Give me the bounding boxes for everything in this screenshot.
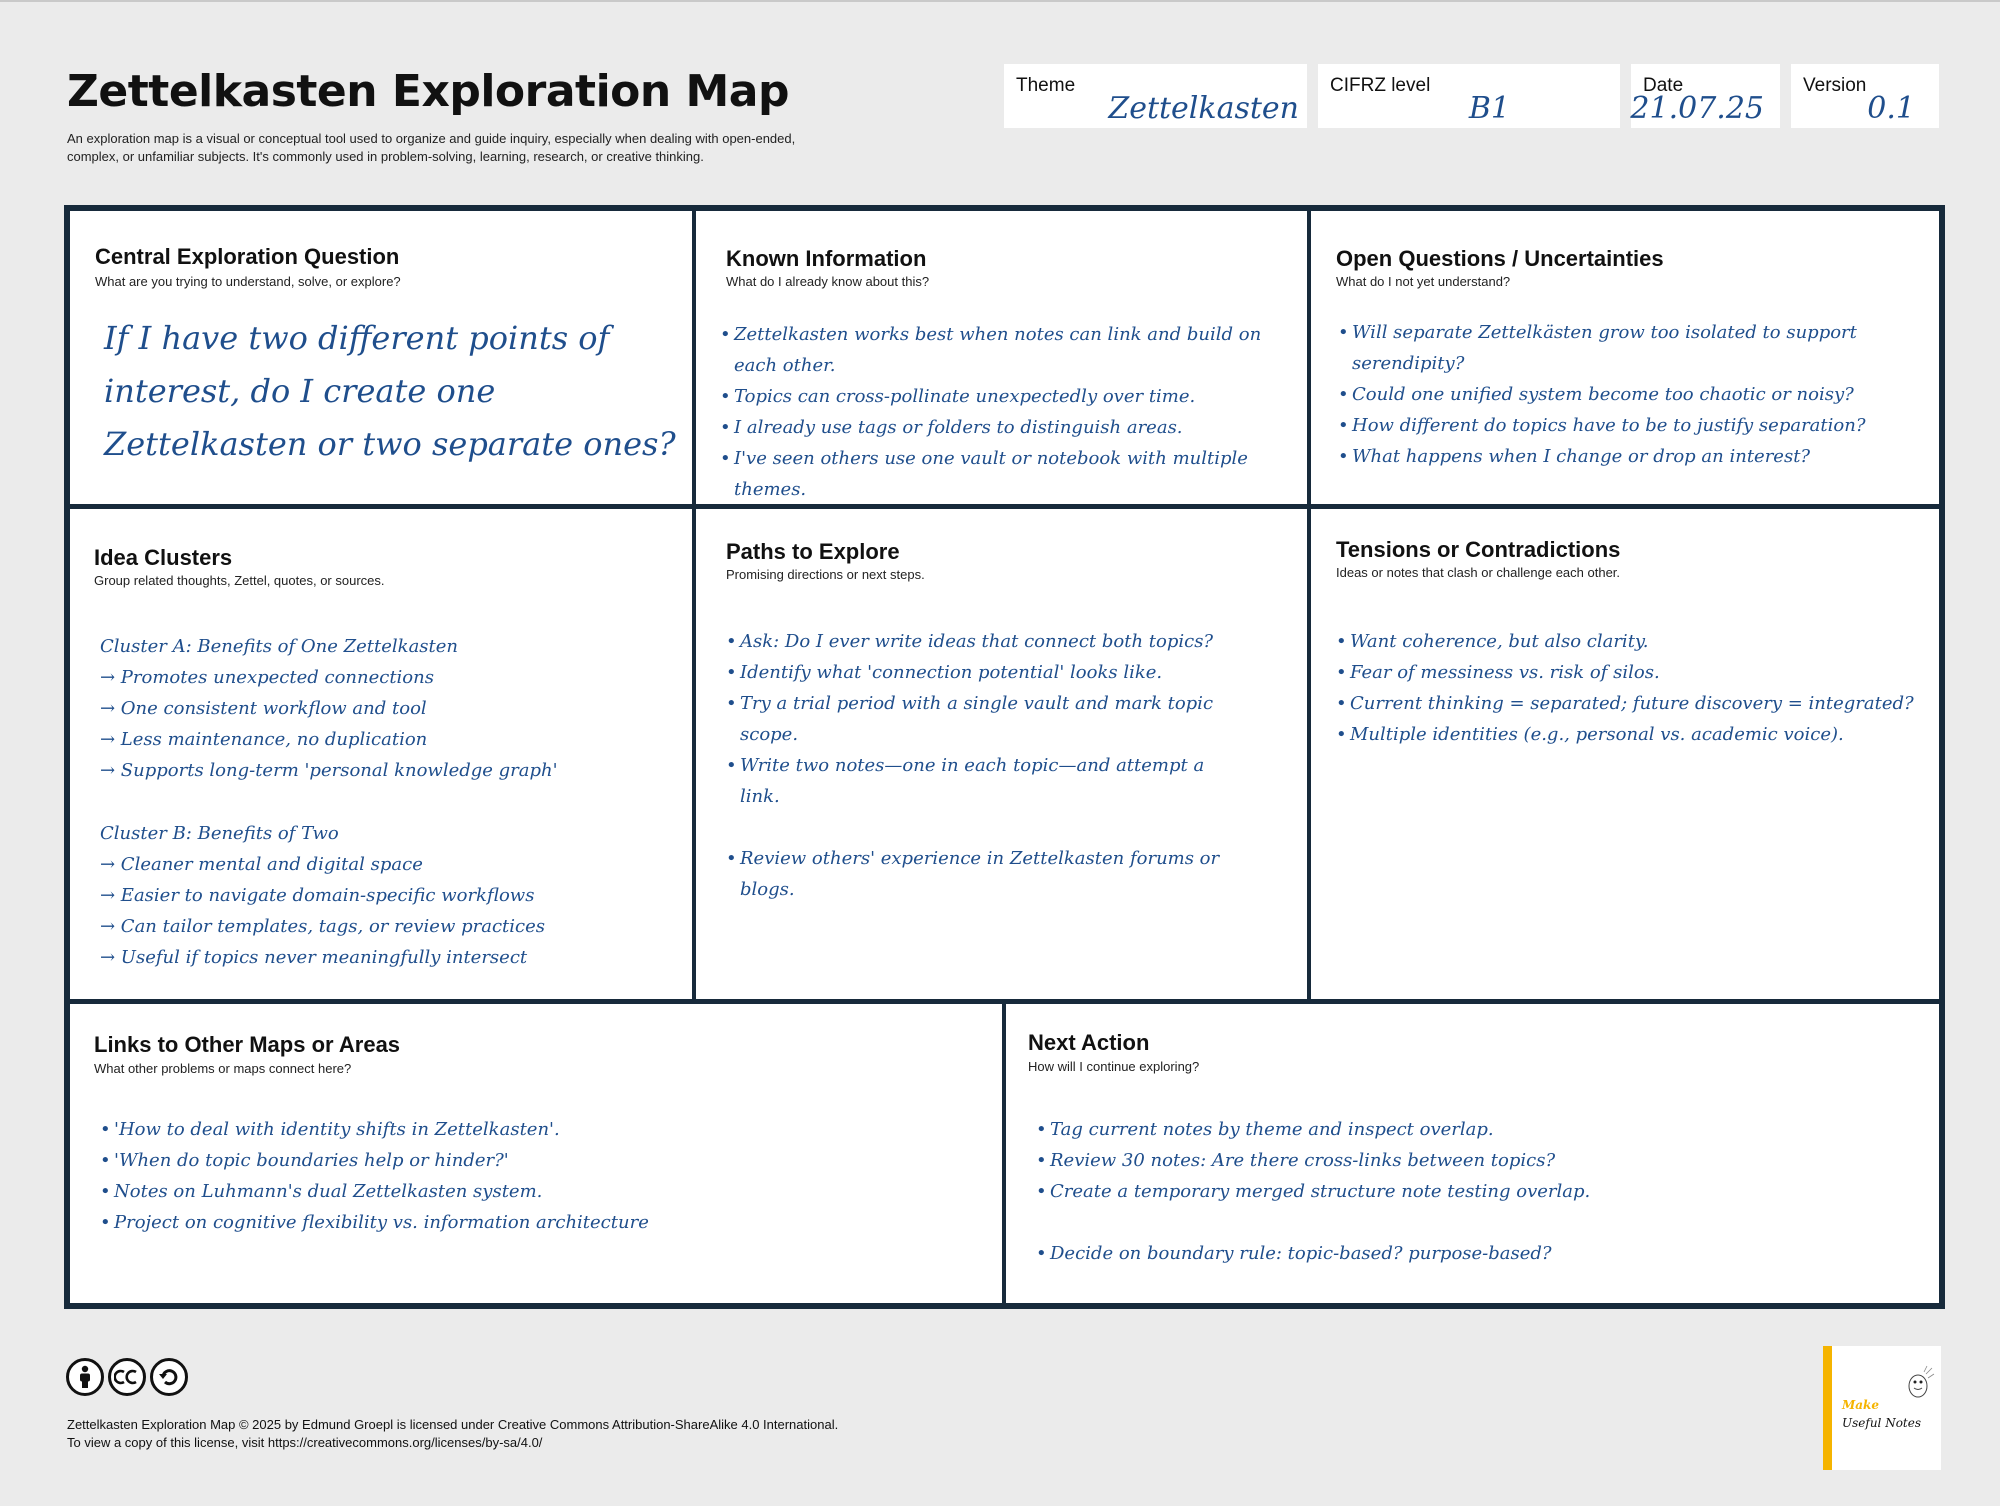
list-item: • How different do topics have to be to justify separation? <box>1338 415 1866 436</box>
license-line-2: To view a copy of this license, visit https://creativecommons.org/licenses/by-sa/4.0/ <box>67 1435 543 1450</box>
cluster-a <box>100 631 680 786</box>
list-item: • What happens when I change or drop an interest? <box>1338 446 1811 467</box>
logo-useful-notes-text: Useful Notes <box>1842 1416 1922 1430</box>
paths-to-explore-subtitle: Promising directions or next steps. <box>726 567 925 582</box>
known-information-list <box>720 319 1275 504</box>
paths-to-explore-cell[interactable] <box>696 509 1307 999</box>
attribution-icon-glyph <box>75 1365 95 1389</box>
share-alike-icon <box>150 1358 188 1396</box>
list-item: → Useful if topics never meaningfully intersect <box>100 947 528 968</box>
list-item: → Less maintenance, no duplication <box>100 729 428 750</box>
next-action-list <box>1036 1114 1916 1269</box>
page-intro: An exploration map is a visual or conceptual tool used to organize and guide inquiry, especially when dealing with open-ended, complex, or unfamiliar subjects. It's commonly used in problem-solving, learning, research, or creative thinking. <box>67 131 796 164</box>
list-item: • Tag current notes by theme and inspect overlap. <box>1036 1119 1494 1140</box>
list-item: • Try a trial period with a single vault and mark topic scope. <box>726 693 1214 745</box>
logo-make-text: Make <box>1842 1398 1880 1412</box>
list-item: • Ask: Do I ever write ideas that connect both topics? <box>726 631 1214 652</box>
next-action-title: Next Action <box>1028 1030 1150 1055</box>
idea-clusters-cell[interactable] <box>70 509 692 999</box>
page-title: Zettelkasten Exploration Map <box>67 66 789 117</box>
list-item: • Will separate Zettelkästen grow too isolated to support serendipity? <box>1338 322 1857 374</box>
cc-icon-glyph <box>114 1368 140 1386</box>
list-item: • I already use tags or folders to distinguish areas. <box>720 417 1183 438</box>
list-item: • Review others' experience in Zettelkasten forums or blogs. <box>726 848 1220 900</box>
central-question-answer: If I have two different points of interest, do I create one Zettelkasten or two separate ones? <box>104 319 676 463</box>
level-value: B1 <box>1468 91 1510 126</box>
license-text <box>67 1416 838 1452</box>
central-question-cell[interactable] <box>70 211 692 504</box>
links-subtitle: What other problems or maps connect here? <box>94 1061 352 1076</box>
share-alike-icon-glyph <box>157 1365 181 1389</box>
list-item: → Easier to navigate domain-specific workflows <box>100 885 535 906</box>
level-field[interactable] <box>1318 64 1620 128</box>
open-questions-subtitle: What do I not yet understand? <box>1336 274 1511 289</box>
list-item: • I've seen others use one vault or notebook with multiple themes. <box>720 448 1248 500</box>
list-item: • Create a temporary merged structure note testing overlap. <box>1036 1181 1591 1202</box>
tensions-subtitle: Ideas or notes that clash or challenge each other. <box>1336 565 1621 580</box>
known-information-cell[interactable] <box>696 211 1307 504</box>
open-questions-list <box>1338 317 1893 472</box>
mascot-icon <box>1900 1364 1936 1402</box>
top-rule <box>0 0 2000 2</box>
next-action-subtitle: How will I continue exploring? <box>1028 1059 1200 1074</box>
make-useful-notes-logo <box>1823 1346 1941 1470</box>
list-item: • Decide on boundary rule: topic-based? purpose-based? <box>1036 1243 1552 1264</box>
known-information-title: Known Information <box>726 246 927 271</box>
list-item: • Identify what 'connection potential' looks like. <box>726 662 1163 683</box>
tensions-list <box>1336 626 1926 750</box>
list-item: • 'When do topic boundaries help or hinder?' <box>100 1150 509 1171</box>
version-value: 0.1 <box>1867 91 1915 126</box>
date-value: 21.07.25 <box>1630 91 1764 126</box>
date-field[interactable] <box>1631 64 1780 128</box>
list-item: • Could one unified system become too chaotic or noisy? <box>1338 384 1854 405</box>
central-question-subtitle: What are you trying to understand, solve, or explore? <box>95 274 401 289</box>
open-questions-title: Open Questions / Uncertainties <box>1336 246 1664 271</box>
theme-label: Theme <box>1016 75 1076 96</box>
version-field[interactable] <box>1791 64 1939 128</box>
list-item: → One consistent workflow and tool <box>100 698 427 719</box>
list-item: • 'How to deal with identity shifts in Zettelkasten'. <box>100 1119 560 1140</box>
list-item: → Supports long-term 'personal knowledge graph' <box>100 760 558 781</box>
central-question-title: Central Exploration Question <box>95 244 400 269</box>
next-action-cell[interactable] <box>1006 1004 1939 1303</box>
list-item: → Cleaner mental and digital space <box>100 854 423 875</box>
date-label: Date <box>1643 75 1684 96</box>
list-item: • Zettelkasten works best when notes can link and build on each other. <box>720 324 1262 376</box>
theme-field[interactable] <box>1004 64 1307 128</box>
list-item: • Review 30 notes: Are there cross-links between topics? <box>1036 1150 1556 1171</box>
attribution-icon <box>66 1358 104 1396</box>
list-item: • Write two notes—one in each topic—and attempt a link. <box>726 755 1205 807</box>
cc-license-icons <box>66 1358 188 1400</box>
cc-icon <box>108 1358 146 1396</box>
list-item: • Want coherence, but also clarity. <box>1336 631 1649 652</box>
links-title: Links to Other Maps or Areas <box>94 1032 401 1057</box>
known-information-subtitle: What do I already know about this? <box>726 274 930 289</box>
open-questions-cell[interactable] <box>1311 211 1939 504</box>
list-item: • Notes on Luhmann's dual Zettelkasten system. <box>100 1181 543 1202</box>
links-list <box>100 1114 980 1238</box>
tensions-title: Tensions or Contradictions <box>1336 537 1621 562</box>
paths-to-explore-title: Paths to Explore <box>726 539 900 564</box>
list-item: → Promotes unexpected connections <box>100 667 434 688</box>
list-item: • Current thinking = separated; future discovery = integrated? <box>1336 693 1914 714</box>
cluster-b-heading: Cluster B: Benefits of Two <box>100 823 339 844</box>
list-item: • Project on cognitive flexibility vs. information architecture <box>100 1212 649 1233</box>
paths-to-explore-list <box>726 626 1226 905</box>
list-item: • Multiple identities (e.g., personal vs. academic voice). <box>1336 724 1844 745</box>
level-label: CIFRZ level <box>1330 75 1431 96</box>
list-item: → Can tailor templates, tags, or review practices <box>100 916 545 937</box>
idea-clusters-title: Idea Clusters <box>94 545 233 570</box>
cluster-a-heading: Cluster A: Benefits of One Zettelkasten <box>100 636 459 657</box>
license-line-1: Zettelkasten Exploration Map © 2025 by Edmund Groepl is licensed under Creative Commons Attribution-ShareAlike 4.0 International. <box>67 1417 839 1432</box>
list-item: • Fear of messiness vs. risk of silos. <box>1336 662 1660 683</box>
tensions-cell[interactable] <box>1311 509 1939 999</box>
idea-clusters-subtitle: Group related thoughts, Zettel, quotes, or sources. <box>94 573 385 588</box>
theme-value: Zettelkasten <box>1108 91 1299 126</box>
cluster-b <box>100 818 680 973</box>
links-cell[interactable] <box>70 1004 1002 1303</box>
exploration-board <box>64 205 1945 1309</box>
list-item: • Topics can cross-pollinate unexpectedly over time. <box>720 386 1196 407</box>
version-label: Version <box>1803 75 1867 96</box>
